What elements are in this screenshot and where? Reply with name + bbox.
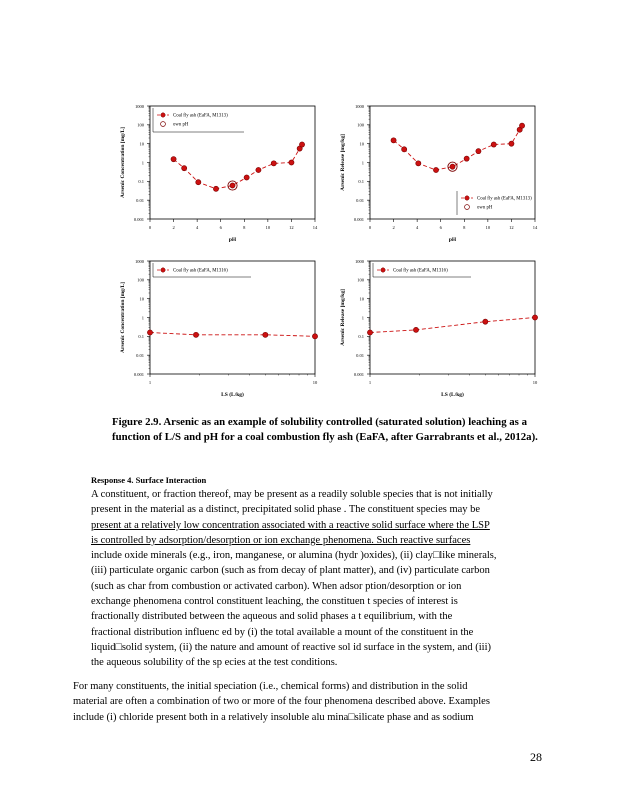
legend-marker: [161, 122, 166, 127]
x-tick-label: 2: [172, 225, 175, 230]
y-tick-label: 1: [361, 315, 364, 321]
series-line: [370, 318, 535, 333]
data-point: [402, 147, 407, 152]
legend-marker: [465, 196, 469, 200]
para1-line: liquid□solid system, (ii) the nature and amount of reactive sol id surface in the system, and (iii): [91, 641, 491, 653]
x-tick-label: 6: [219, 225, 222, 230]
data-point: [196, 180, 201, 185]
legend-label: own pH: [477, 205, 493, 211]
data-point: [256, 167, 261, 172]
y-tick-label: 10: [139, 141, 144, 147]
chart-top-right: [328, 100, 543, 248]
chart-top-left: [108, 100, 323, 248]
y-tick-label: 0.01: [136, 197, 144, 203]
data-point: [433, 167, 438, 172]
data-point: [263, 332, 268, 337]
data-point: [476, 149, 481, 154]
data-point: [391, 138, 396, 143]
para1-line: fractionally distributed between the aqueous and solid phases a t equilibrium, with the: [91, 611, 453, 623]
x-tick-label: 10: [312, 380, 318, 385]
data-point: [532, 315, 537, 320]
y-tick-label: 100: [357, 277, 364, 283]
data-point: [299, 142, 304, 147]
para2-line: For many constituents, the initial speciation (i.e., chemical forms) and distribution in the solid: [73, 681, 468, 692]
data-point: [230, 183, 235, 188]
y-tick-label: 0.001: [133, 216, 144, 222]
para1-line: A constituent, or fraction thereof, may be present as a readily soluble species that is not initially: [91, 489, 493, 500]
x-axis-label: LS (L/kg): [221, 392, 244, 398]
y-tick-label: 1000: [355, 258, 364, 264]
data-point: [244, 175, 249, 180]
x-tick-label: 12: [289, 225, 294, 230]
para1-line: present in the material as a distinct, precipitated solid phase . The constituent species may be: [91, 504, 481, 516]
paragraph-surface-interaction: [91, 487, 551, 671]
page-number: 28: [530, 750, 542, 764]
y-tick-label: 0.01: [136, 352, 144, 358]
para1-line: is controlled by adsorption/desorption or ion exchange phenomena. Such reactive surfaces: [91, 534, 471, 546]
para1-line: the aqueous solubility of the sp ecies at the test conditions.: [91, 657, 338, 669]
legend-label: Coal fly ash (EaFA, M1316): [173, 268, 228, 274]
data-point: [312, 334, 317, 339]
data-point: [416, 161, 421, 166]
series-line: [394, 126, 522, 170]
y-tick-label: 100: [357, 122, 364, 128]
para1-line: exchange phenomena control constituent leaching, the constituen t species of interest is: [91, 596, 458, 608]
para2-line: material are often a combination of two or more of the four phenomena described above. Examples: [73, 696, 490, 708]
legend-label: Coal fly ash (EaFA, M1313): [477, 196, 532, 202]
chart-bottom-left: [108, 255, 323, 403]
x-tick-label: 6: [439, 225, 442, 230]
data-point: [147, 330, 152, 335]
y-tick-label: 0.1: [138, 179, 144, 185]
y-tick-label: 0.1: [138, 334, 144, 340]
data-point: [213, 186, 218, 191]
y-axis-label: Arsenic Release [mg/kg]: [340, 289, 346, 346]
paragraph-speciation: [73, 679, 553, 725]
x-tick-label: 10: [265, 225, 271, 230]
data-point: [171, 157, 176, 162]
para2-line: include (i) chloride present both in a relatively insoluble alu mina□silicate phase and as sodium: [73, 711, 474, 723]
data-point: [464, 156, 469, 161]
y-tick-label: 10: [139, 296, 144, 302]
y-tick-label: 0.1: [358, 179, 364, 185]
plot-frame: [370, 261, 535, 374]
data-point: [519, 123, 524, 128]
response-heading: Response 4. Surface Interaction: [91, 475, 207, 485]
data-point: [367, 330, 372, 335]
caption-line-2: function of L/S and pH for a coal combustion fly ash (EaFA, after Garrabrants et al., 2012a).: [112, 431, 538, 443]
y-tick-label: 0.001: [353, 371, 364, 377]
x-tick-label: 14: [532, 225, 538, 230]
y-tick-label: 0.001: [133, 371, 144, 377]
legend-label: Coal fly ash (EaFA, M1313): [173, 113, 228, 119]
y-axis-label: Arsenic Concentration [mg/L]: [120, 282, 126, 353]
y-tick-label: 10: [359, 141, 364, 147]
data-point: [509, 141, 514, 146]
series-line: [150, 333, 315, 337]
series-line: [174, 145, 302, 189]
y-tick-label: 0.01: [356, 352, 364, 358]
y-tick-label: 100: [137, 277, 144, 283]
plot-frame: [150, 261, 315, 374]
y-tick-label: 1000: [135, 103, 144, 109]
data-point: [182, 166, 187, 171]
y-tick-label: 1000: [355, 103, 364, 109]
x-tick-label: 12: [509, 225, 514, 230]
x-tick-label: 1: [148, 380, 152, 385]
data-point: [413, 327, 418, 332]
y-tick-label: 1: [361, 160, 364, 166]
data-point: [491, 142, 496, 147]
x-tick-label: 4: [416, 225, 419, 230]
x-tick-label: 8: [463, 225, 466, 230]
y-tick-label: 1: [141, 160, 144, 166]
x-axis-label: pH: [228, 237, 237, 243]
legend-label: own pH: [173, 122, 189, 128]
legend-label: Coal fly ash (EaFA, M1316): [393, 268, 448, 274]
x-axis-label: pH: [448, 237, 457, 243]
legend-marker: [161, 113, 165, 117]
x-axis-label: LS (L/kg): [441, 392, 464, 398]
x-tick-label: 0: [148, 225, 152, 230]
x-tick-label: 1: [368, 380, 372, 385]
y-tick-label: 1000: [135, 258, 144, 264]
y-tick-label: 0.01: [356, 197, 364, 203]
y-tick-label: 100: [137, 122, 144, 128]
para1-line: (iii) particulate organic carbon (such as from decay of plant matter), and (iv) particulate carbon: [91, 565, 490, 577]
caption-line-1: Figure 2.9. Arsenic as an example of solubility controlled (saturated solution) leaching as a: [112, 416, 527, 428]
data-point: [289, 160, 294, 165]
y-tick-label: 10: [359, 296, 364, 302]
para1-line: (such as char from combustion or activated carbon). When adsor ption/desorption or ion: [91, 580, 462, 592]
legend-marker: [161, 268, 165, 272]
x-tick-label: 8: [243, 225, 246, 230]
data-point: [193, 332, 198, 337]
y-tick-label: 1: [141, 315, 144, 321]
x-tick-label: 0: [368, 225, 372, 230]
y-tick-label: 0.001: [353, 216, 364, 222]
data-point: [450, 164, 455, 169]
para1-line: present at a relatively low concentration associated with a reactive solid surface where the LSP: [91, 519, 490, 531]
x-tick-label: 10: [532, 380, 538, 385]
para1-line: include oxide minerals (e.g., iron, manganese, or alumina (hydr )oxides), (ii) clay□like minerals,: [91, 550, 497, 562]
y-tick-label: 0.1: [358, 334, 364, 340]
data-point: [271, 161, 276, 166]
x-tick-label: 2: [392, 225, 395, 230]
data-point: [483, 319, 488, 324]
figure-caption: [112, 415, 572, 445]
y-axis-label: Arsenic Concentration [mg/L]: [120, 127, 126, 198]
x-tick-label: 10: [485, 225, 491, 230]
y-axis-label: Arsenic Release [mg/kg]: [340, 134, 346, 191]
legend-marker: [465, 205, 470, 210]
para1-line: fractional distribution influenc ed by (i) the total available a mount of the constituent in the: [91, 626, 474, 638]
x-tick-label: 4: [196, 225, 199, 230]
x-tick-label: 14: [312, 225, 318, 230]
chart-bottom-right: [328, 255, 543, 403]
legend-marker: [381, 268, 385, 272]
